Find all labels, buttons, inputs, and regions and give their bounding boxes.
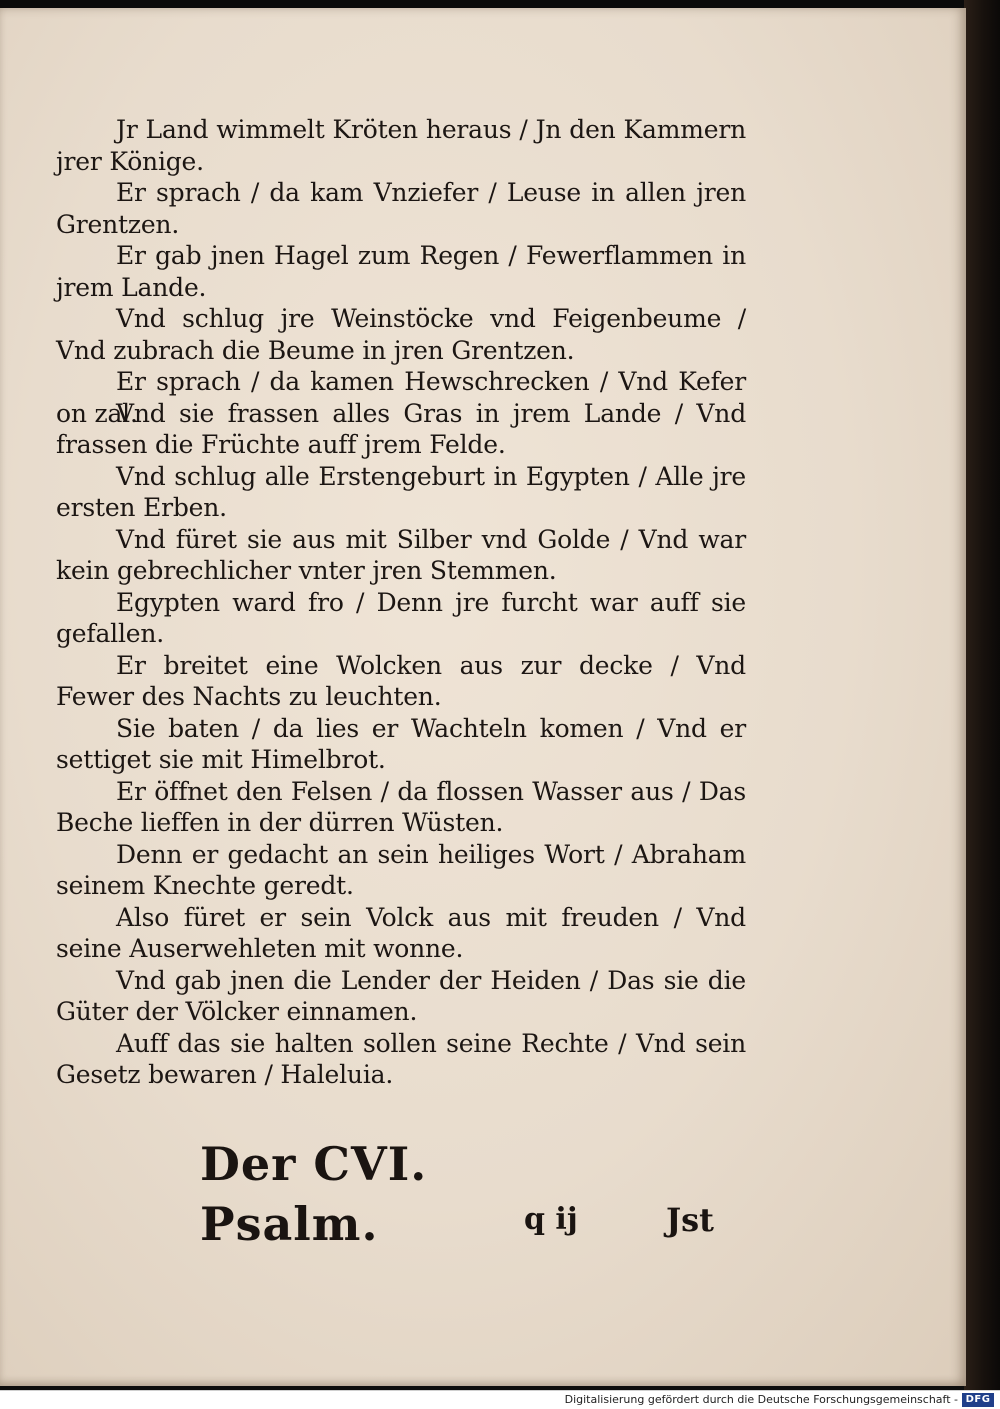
verse-line: Vnd schlug jre Weinstöcke vnd Feigenbeume / Vnd zubrach die Beume in jren Grentzen. bbox=[56, 304, 746, 365]
verse-line: Sie baten / da lies er Wachteln komen / Vnd er settiget sie mit Himelbrot. bbox=[56, 713, 746, 774]
verse-line: Vnd füret sie aus mit Silber vnd Golde / Vnd war kein gebrechlicher vnter jren Stemmen. bbox=[56, 524, 746, 585]
verse-line: Egypten ward fro / Denn jre furcht war auff sie gefallen. bbox=[56, 587, 746, 648]
dfg-logo-icon: DFG bbox=[962, 1393, 994, 1407]
verse-line: Er sprach / da kam Vnziefer / Leuse in allen jren Grentzen. bbox=[56, 178, 746, 239]
catchword: Jst bbox=[666, 1201, 714, 1239]
psalm-text-block bbox=[56, 114, 746, 1091]
book-page bbox=[0, 8, 966, 1386]
verse-line: Er öffnet den Felsen / da flossen Wasser aus / Das Beche lieffen in der dürren Wüsten. bbox=[56, 776, 746, 837]
verse-line: Auff das sie halten sollen seine Rechte / Vnd sein Gesetz bewaren / Haleluia. bbox=[56, 1028, 746, 1089]
verse-line: Also füret er sein Volck aus mit freuden / Vnd seine Auserwehleten mit wonne. bbox=[56, 902, 746, 963]
verse-line: Vnd gab jnen die Lender der Heiden / Das sie die Güter der Völcker einnamen. bbox=[56, 965, 746, 1026]
verse-line: Vnd schlug alle Erstengeburt in Egypten / Alle jre ersten Erben. bbox=[56, 461, 746, 522]
verse-line: Er breitet eine Wolcken aus zur decke / Vnd Fewer des Nachts zu leuchten. bbox=[56, 650, 746, 711]
psalm-heading: Der CVI. Psalm. bbox=[200, 1137, 428, 1251]
verse-line: Vnd sie frassen alles Gras in jrem Lande / Vnd frassen die Früchte auff jrem Felde. bbox=[56, 398, 746, 459]
verse-line: Denn er gedacht an sein heiliges Wort / Abraham seinem Knechte geredt. bbox=[56, 839, 746, 900]
funding-credit: Digitalisierung gefördert durch die Deutsche Forschungsgemeinschaft - bbox=[564, 1393, 958, 1406]
verse-line: Jr Land wimmelt Kröten heraus / Jn den Kammern jrer Könige. bbox=[56, 115, 746, 176]
verse-line: Er sprach / da kamen Hewschrecken / Vnd Kefer on zal. bbox=[56, 367, 746, 428]
book-spine-edge bbox=[964, 0, 1000, 1390]
verse-line: Er gab jnen Hagel zum Regen / Fewerflammen in jrem Lande. bbox=[56, 241, 746, 302]
digitization-footer bbox=[0, 1390, 1000, 1409]
signature-mark: q ij bbox=[524, 1202, 578, 1237]
